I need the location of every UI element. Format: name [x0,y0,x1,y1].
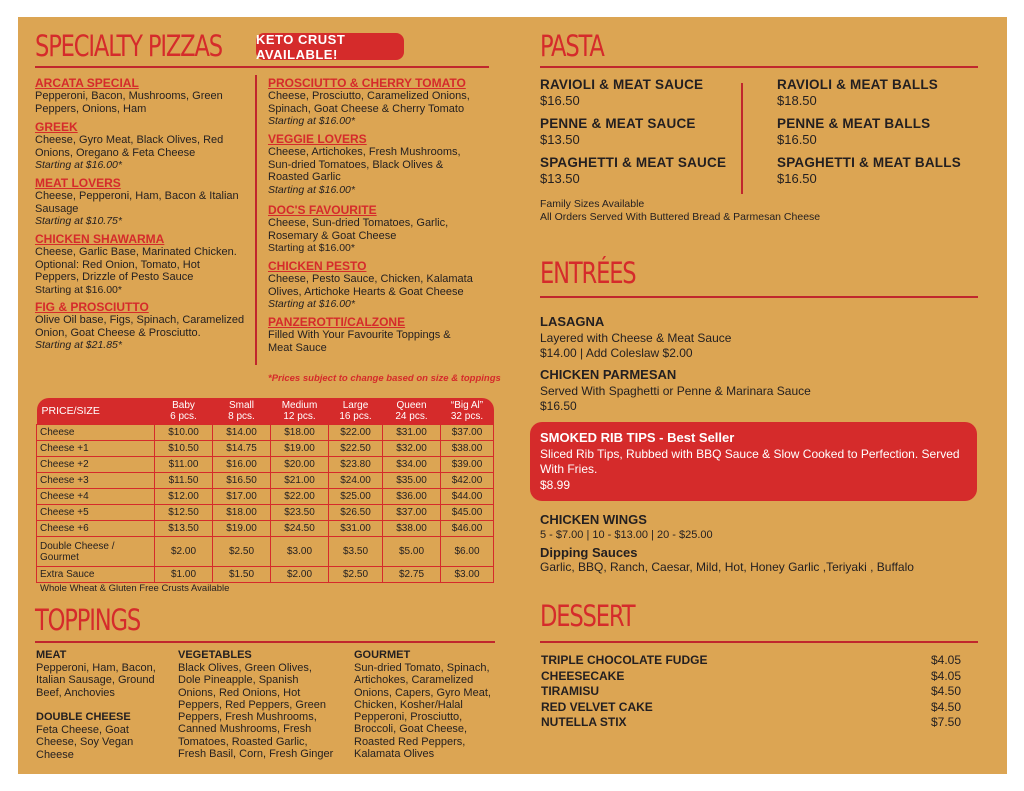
pizza-desc: Cheese, Pepperoni, Ham, Bacon & Italian Sausage [35,190,239,215]
price-cell: $2.00 [155,537,213,567]
toppings-title: TOPPINGS [35,603,141,637]
toppings-meat-items: Pepperoni, Ham, Bacon, Italian Sausage, Ground Beef, Anchovies [36,662,156,699]
specialty-rule [35,66,489,68]
pizza-name: MEAT LOVERS [35,176,121,190]
table-row [37,537,494,567]
entrees-rule [540,296,978,298]
toppings-double-cheese [36,711,146,761]
price-cell: $18.00 [271,425,329,441]
price-cell: $23.80 [329,457,383,473]
pasta-item: RAVIOLI & MEAT SAUCE $16.50 [540,77,704,108]
pizza-desc: Cheese, Sun-dried Tomatoes, Garlic, Rosemary & Goat Cheese [268,217,449,242]
price-cell: $16.50 [213,473,271,489]
entree-name: SMOKED RIB TIPS - Best Seller [540,430,735,445]
price-cell: $22.00 [271,489,329,505]
price-cell: $38.00 [383,521,441,537]
pasta-title: PASTA [540,29,604,63]
toppings-meat [36,649,164,699]
pizza-meat-lovers [35,176,260,228]
price-cell: $26.50 [329,505,383,521]
size-header: Large 16 pcs. [329,398,383,425]
price-cell: $42.00 [441,473,494,489]
pizza-panzerotti [268,315,473,354]
pasta-item: PENNE & MEAT BALLS $16.50 [777,116,931,147]
pizza-chicken-pesto [268,259,483,311]
table-row [37,567,494,583]
pizza-price: Starting at $16.00* [268,242,355,254]
pizza-name: FIG & PROSCIUTTO [35,300,149,314]
pasta-item: RAVIOLI & MEAT BALLS $18.50 [777,77,938,108]
price-cell: $1.00 [155,567,213,583]
price-note: *Prices subject to change based on size & toppings [268,373,501,384]
list-item: TIRAMISU $4.50 [541,684,961,698]
price-size-header: PRICE/SIZE [37,398,155,425]
entree-price: $16.50 [540,399,577,413]
pizza-desc: Cheese, Prosciutto, Caramelized Onions, Spinach, Goat Cheese & Cherry Tomato [268,90,470,115]
price-cell: $21.00 [271,473,329,489]
pizza-name: ARCATA SPECIAL [35,76,139,90]
price-cell: $24.50 [271,521,329,537]
pasta-note-bread: All Orders Served With Buttered Bread & Parmesan Cheese [540,211,821,223]
pasta-item: SPAGHETTI & MEAT SAUCE $13.50 [540,155,727,186]
table-row [37,521,494,537]
dipping-sauces: Garlic, BBQ, Ranch, Caesar, Mild, Hot, Honey Garlic ,Teriyaki , Buffalo [540,560,914,574]
specialty-pizzas-title: SPECIALTY PIZZAS [35,29,222,63]
price-cell: $3.00 [441,567,494,583]
pizza-desc: Pepperoni, Bacon, Mushrooms, Green Peppers, Onions, Ham [35,90,223,115]
pizza-desc: Cheese, Pesto Sauce, Chicken, Kalamata Olives, Artichoke Hearts & Goat Cheese [268,273,473,298]
pizza-name: VEGGIE LOVERS [268,132,367,146]
price-table-header [37,398,494,425]
price-cell: $11.50 [155,473,213,489]
row-label: Cheese +6 [37,521,155,537]
entree-price: $14.00 | Add Coleslaw $2.00 [540,346,693,360]
keto-badge: KETO CRUST AVAILABLE! [256,33,404,60]
pasta-divider [741,83,743,194]
price-cell: $6.00 [441,537,494,567]
pasta-right-column [777,77,961,186]
table-row [37,457,494,473]
row-label: Extra Sauce [37,567,155,583]
row-label: Cheese +3 [37,473,155,489]
pizza-desc: Filled With Your Favourite Toppings & Meat Sauce [268,329,451,354]
pizza-desc: Olive Oil base, Figs, Spinach, Caramelized Onion, Goat Cheese & Prosciutto. [35,314,245,339]
pasta-item: SPAGHETTI & MEAT BALLS $16.50 [777,155,961,186]
price-cell: $37.00 [441,425,494,441]
list-item: RED VELVET CAKE $4.50 [541,699,961,714]
dessert-list [541,653,961,731]
dessert-title: DESSERT [540,599,635,633]
pizza-price: Starting at $16.00* [268,183,355,196]
price-cell: $3.50 [329,537,383,567]
table-row [37,505,494,521]
toppings-rule [35,641,495,643]
table-row [37,473,494,489]
row-label: Cheese +1 [37,441,155,457]
pizza-desc: Cheese, Gyro Meat, Black Olives, Red Onions, Oregano & Feta Cheese [35,134,224,159]
table-row [37,425,494,441]
entree-smoked-rib-tips [530,422,977,501]
pasta-item: PENNE & MEAT SAUCE $13.50 [540,116,696,147]
size-header: “Big Al” 32 pcs. [441,398,494,425]
pizza-divider [255,75,257,365]
pizza-name: PROSCIUTTO & CHERRY TOMATO [268,76,466,90]
toppings-gourmet [354,649,500,760]
price-cell: $12.50 [155,505,213,521]
menu-page [18,17,1007,774]
price-cell: $38.00 [441,441,494,457]
price-cell: $32.00 [383,441,441,457]
entree-desc: Layered with Cheese & Meat Sauce [540,330,732,345]
price-cell: $10.00 [155,425,213,441]
entree-name: CHICKEN PARMESAN [540,367,677,382]
price-cell: $11.00 [155,457,213,473]
price-cell: $2.50 [213,537,271,567]
pizza-docs-favourite [268,203,473,255]
toppings-gourmet-title: GOURMET [354,649,411,661]
dipping-title: Dipping Sauces [540,544,638,560]
price-cell: $36.00 [383,489,441,505]
pasta-note-family: Family Sizes Available [540,198,645,210]
size-header: Small 8 pcs. [213,398,271,425]
list-item: TRIPLE CHOCOLATE FUDGE $4.05 [541,653,961,667]
price-cell: $20.00 [271,457,329,473]
price-cell: $13.50 [155,521,213,537]
crust-note: Whole Wheat & Gluten Free Crusts Available [40,583,230,594]
price-cell: $18.00 [213,505,271,521]
toppings-gourmet-items: Sun-dried Tomato, Spinach, Artichokes, Caramelized Onions, Capers, Gyro Meat, Chicken, Kosher/Halal Pepperoni, Prosciutto, Broccoli, Goat Cheese, Roasted Red Peppers, Kalamata Olives [354,662,491,761]
pizza-price: Starting at $16.00* [35,159,122,171]
toppings-veg-title: VEGETABLES [178,649,252,661]
pizza-name: DOC'S FAVOURITE [268,203,377,217]
entree-name: CHICKEN WINGS [540,512,647,527]
price-cell: $45.00 [441,505,494,521]
price-cell: $22.00 [329,425,383,441]
entrees-title: ENTRÉES [540,256,636,290]
price-cell: $19.00 [213,521,271,537]
price-cell: $2.00 [271,567,329,583]
pizza-chicken-shawarma [35,232,245,297]
entree-desc: Served With Spaghetti or Penne & Marinara Sauce [540,383,811,398]
pasta-left-column [540,77,726,186]
pizza-veggie-lovers [268,132,483,197]
toppings-meat-title: MEAT [36,649,67,661]
pizza-price: Starting at $10.75* [35,215,122,227]
price-cell: $3.00 [271,537,329,567]
list-item: CHEESECAKE $4.05 [541,668,961,683]
pizza-arcata [35,76,260,115]
price-cell: $14.75 [213,441,271,457]
row-label: Cheese +5 [37,505,155,521]
pizza-price: Starting at $16.00* [268,115,355,127]
pizza-fig-prosciutto [35,300,250,352]
pizza-name: CHICKEN PESTO [268,259,367,273]
price-cell: $31.00 [329,521,383,537]
table-row [37,489,494,505]
entree-desc: Sliced Rib Tips, Rubbed with BBQ Sauce & Slow Cooked to Perfection. Served With Fries. [540,446,960,476]
entree-name: LASAGNA [540,314,605,329]
pizza-name: PANZEROTTI/CALZONE [268,315,406,329]
entree-price: $8.99 [540,477,571,492]
wings-sizes: 5 - $7.00 | 10 - $13.00 | 20 - $25.00 [540,528,713,541]
price-cell: $17.00 [213,489,271,505]
pizza-desc: Cheese, Artichokes, Fresh Mushrooms, Sun-dried Tomatoes, Black Olives & Roasted Garlic [268,146,461,183]
price-cell: $14.00 [213,425,271,441]
price-cell: $39.00 [441,457,494,473]
price-cell: $19.00 [271,441,329,457]
price-cell: $22.50 [329,441,383,457]
row-label: Cheese +4 [37,489,155,505]
price-cell: $16.00 [213,457,271,473]
price-cell: $37.00 [383,505,441,521]
price-cell: $2.50 [329,567,383,583]
toppings-double-title: DOUBLE CHEESE [36,711,131,723]
price-cell: $24.00 [329,473,383,489]
size-header: Baby 6 pcs. [155,398,213,425]
dessert-rule [540,641,978,643]
price-cell: $34.00 [383,457,441,473]
pizza-price: Starting at $16.00* [35,283,122,296]
price-cell: $5.00 [383,537,441,567]
size-header: Medium 12 pcs. [271,398,329,425]
price-cell: $1.50 [213,567,271,583]
pasta-rule [540,66,978,68]
toppings-vegetables [178,649,336,760]
price-cell: $25.00 [329,489,383,505]
entree-lasagna [540,314,980,362]
pizza-prosciutto-cherry [268,76,483,128]
size-header: Queen 24 pcs. [383,398,441,425]
price-cell: $44.00 [441,489,494,505]
price-cell: $31.00 [383,425,441,441]
entree-chicken-wings [540,512,980,576]
list-item: NUTELLA STIX $7.50 [541,715,961,729]
row-label: Cheese [37,425,155,441]
pizza-price: Starting at $21.85* [35,339,122,351]
pizza-desc: Cheese, Garlic Base, Marinated Chicken. Optional: Red Onion, Tomato, Hot Peppers, Drizzle of Pesto Sauce [35,246,237,283]
price-cell: $35.00 [383,473,441,489]
toppings-double-items: Feta Cheese, Goat Cheese, Soy Vegan Cheese [36,724,134,761]
price-table [36,398,494,583]
pizza-price: Starting at $16.00* [268,298,355,310]
toppings-veg-items: Black Olives, Green Olives, Dole Pineapple, Spanish Onions, Red Onions, Hot Peppers, Red Peppers, Green Peppers, Fresh Mushrooms, Canned Mushrooms, Fresh Tomatoes, Roasted Garlic, Fresh Basil, Corn, Fresh Ginger [178,662,334,761]
pizza-greek [35,120,260,172]
row-label: Double Cheese / Gourmet [37,537,155,567]
pizza-name: CHICKEN SHAWARMA [35,232,165,246]
pasta-notes [540,198,820,224]
entree-chicken-parmesan [540,367,980,415]
pizza-name: GREEK [35,120,78,134]
price-cell: $46.00 [441,521,494,537]
table-row [37,441,494,457]
price-cell: $23.50 [271,505,329,521]
row-label: Cheese +2 [37,457,155,473]
price-cell: $12.00 [155,489,213,505]
price-cell: $10.50 [155,441,213,457]
price-cell: $2.75 [383,567,441,583]
